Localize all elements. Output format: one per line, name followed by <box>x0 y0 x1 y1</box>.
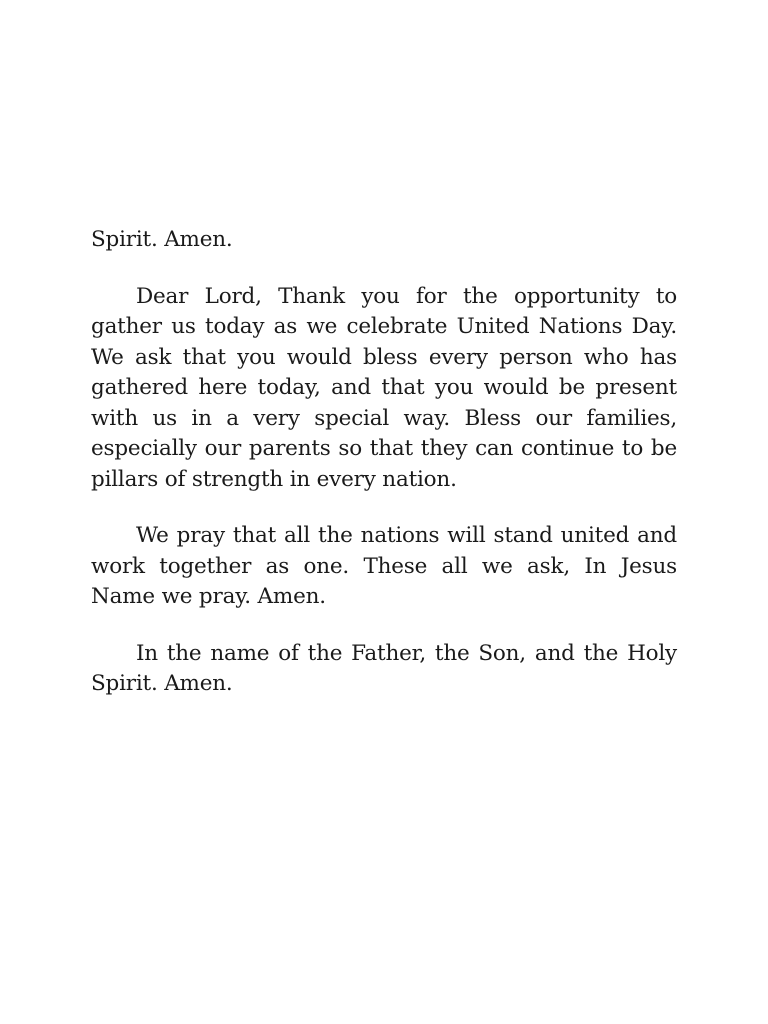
paragraph-closing: In the name of the Father, the Son, and the Holy Spirit. Amen. <box>91 640 677 696</box>
paragraph-nations: We pray that all the nations will stand united and work together as one. These all we ask, In Jesus Name we pray. Amen. <box>91 523 677 609</box>
paragraph-prayer: Dear Lord, Thank you for the opportunity to gather us today as we celebrate United Nations Day. We ask that you would bless every person who has gathered here today, and that you would be present with us in a very special way. Bless our families, especially our parents so that they can continue to be pillars of strength in every nation. <box>91 283 677 492</box>
document-body <box>91 225 677 700</box>
paragraph-continuation: Spirit. Amen. <box>91 227 233 252</box>
